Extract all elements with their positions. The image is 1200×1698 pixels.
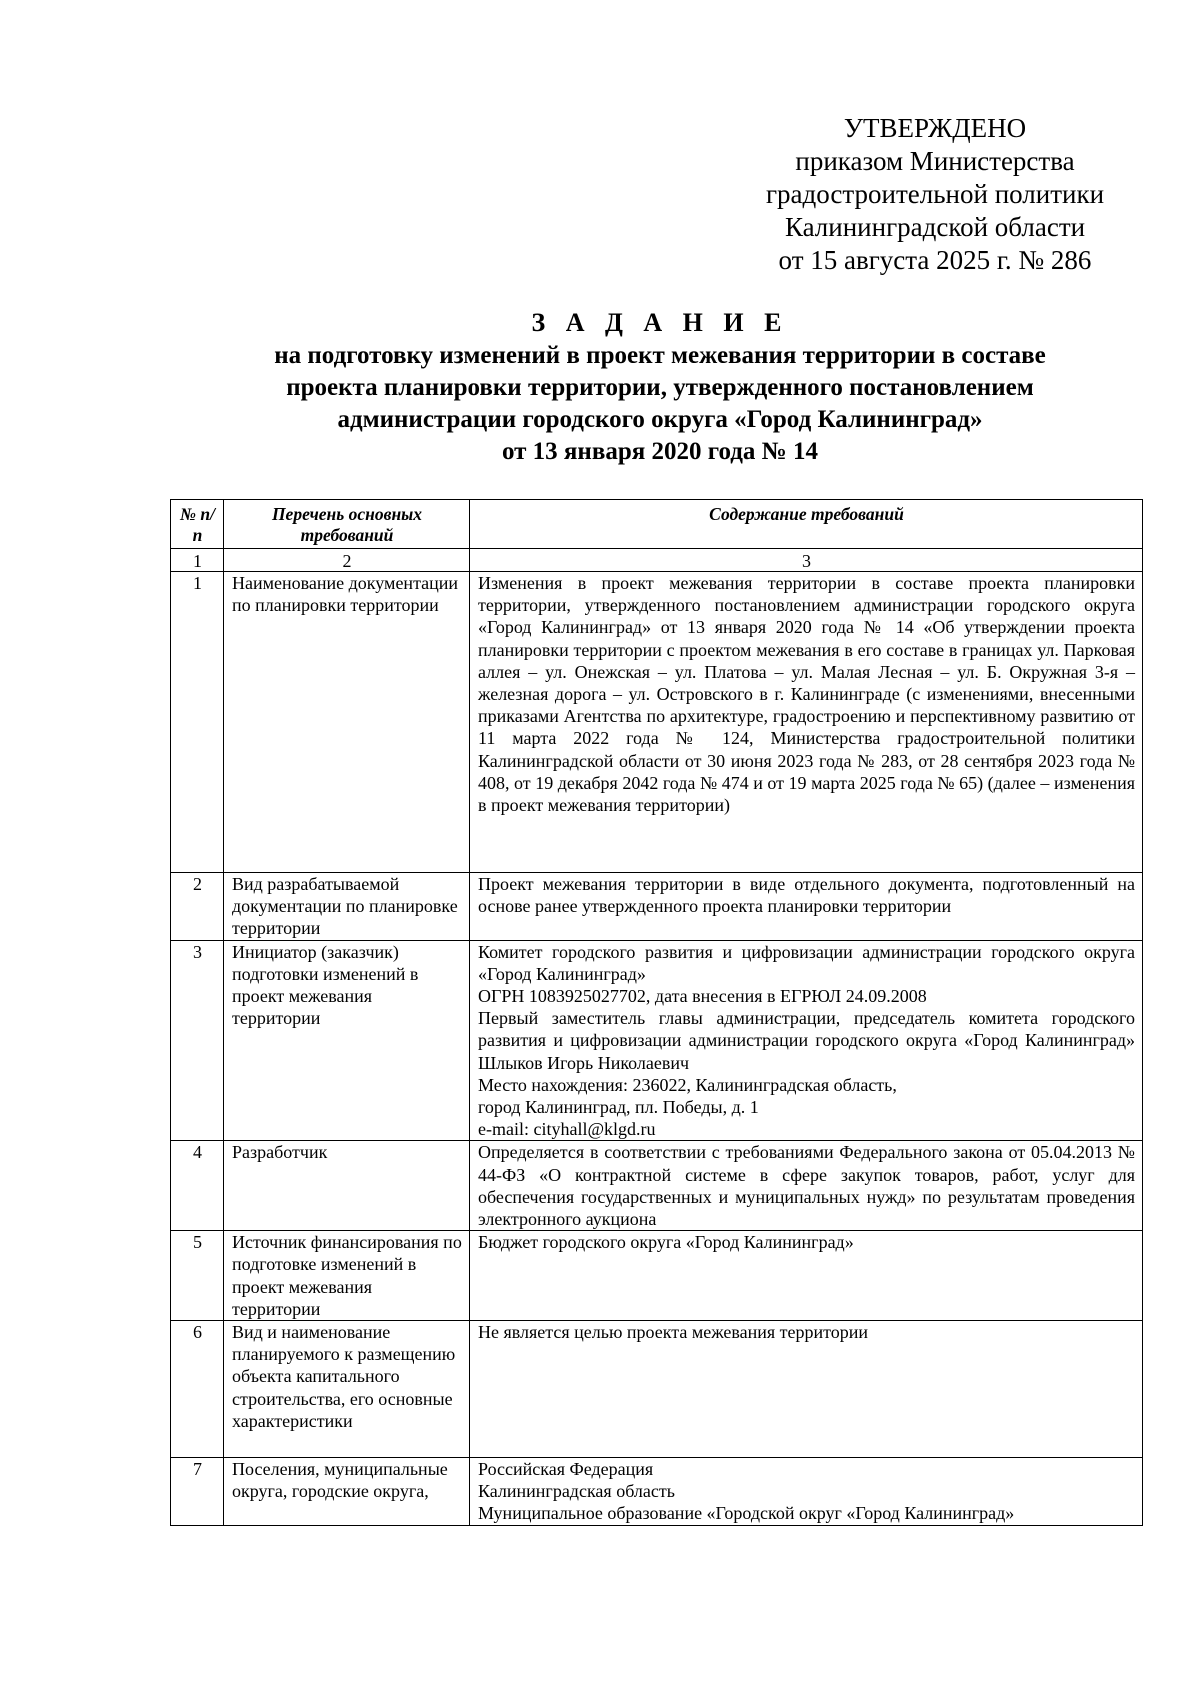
- header-num: № п/п: [171, 500, 224, 549]
- content-email: e-mail: cityhall@klgd.ru: [478, 1119, 656, 1140]
- row-name: Вид и наименование планируемого к размещению объекта капитального строительства, его основные характеристики: [224, 1321, 470, 1458]
- column-number: 3: [470, 549, 1143, 572]
- row-num: 5: [171, 1231, 224, 1321]
- title-heading: З А Д А Н И Е: [531, 308, 789, 337]
- row-num: 1: [171, 572, 224, 873]
- column-number: 2: [224, 549, 470, 572]
- table-row: [171, 572, 1143, 873]
- row-num: 6: [171, 1321, 224, 1458]
- row-content: Изменения в проект межевания территории в составе проекта планировки территории, утвержденного постановлением администрации городского округа «Город Калининград» от 13 января 2020 года № 14 «Об утверждении проекта планировки территории с проектом межевания в его составе в границах ул. Парковая аллея – ул. Онежская – ул. Платова – ул. Малая Лесная – ул. Б. Окружная 3-я – железная дорога – ул. Островского в г. Калининграде (с изменениями, внесенными приказами Агентства по архитектуре, градостроению и перспективному развитию от 11 марта 2022 года № 124, Министерства градостроительной политики Калининградской области от 30 июня 2023 года № 283, от 28 сентября 2023 года № 408, от 19 декабря 2042 года № 474 и от 19 марта 2025 года № 65) (далее – изменения в проект межевания территории): [470, 572, 1143, 873]
- table-row: [171, 1231, 1143, 1321]
- title-line: администрации городского округа «Город Калининград»: [337, 406, 983, 433]
- approval-line: от 15 августа 2025 г. № 286: [778, 245, 1092, 275]
- approval-line: УТВЕРЖДЕНО: [843, 113, 1027, 143]
- row-name: Разработчик: [224, 1141, 470, 1231]
- row-num: 2: [171, 873, 224, 941]
- row-name: Наименование документации по планировки территории: [224, 572, 470, 873]
- content-line: город Калининград, пл. Победы, д. 1: [478, 1097, 759, 1118]
- table-header-row: [171, 500, 1143, 549]
- row-name: Источник финансирования по подготовке изменений в проект межевания территории: [224, 1231, 470, 1321]
- table-row: [171, 1458, 1143, 1526]
- title-line: от 13 января 2020 года № 14: [501, 438, 819, 465]
- header-name: Перечень основных требований: [224, 500, 470, 549]
- row-num: 3: [171, 940, 224, 1141]
- requirements-table: [170, 499, 1143, 1526]
- row-name: Инициатор (заказчик) подготовки изменений в проект межевания территории: [224, 940, 470, 1141]
- content-line: Комитет городского развития и цифровизации администрации городского округа «Город Калининград»: [478, 941, 1135, 984]
- content-line: ОГРН 1083925027702, дата внесения в ЕГРЮЛ 24.09.2008: [478, 986, 927, 1007]
- row-content: [470, 940, 1143, 1141]
- column-numbers-row: [171, 549, 1143, 572]
- title-line: проекта планировки территории, утвержденного постановлением: [286, 374, 1034, 401]
- table-row: [171, 1141, 1143, 1231]
- approval-stamp: [700, 112, 1170, 277]
- content-line: Первый заместитель главы администрации, председатель комитета городского развития и цифровизации администрации городского округа «Город Калининград» Шлыков Игорь Николаевич: [478, 1008, 1135, 1073]
- content-line: Калининградская область: [478, 1481, 675, 1502]
- row-num: 7: [171, 1458, 224, 1526]
- table-row: [171, 940, 1143, 1141]
- approval-line: приказом Министерства: [795, 146, 1075, 176]
- row-content: Не является целью проекта межевания территории: [470, 1321, 1143, 1458]
- row-name: Поселения, муниципальные округа, городские округа,: [224, 1458, 470, 1526]
- document-title: [120, 307, 1200, 468]
- title-line: на подготовку изменений в проект межевания территории в составе: [274, 342, 1046, 369]
- row-num: 4: [171, 1141, 224, 1231]
- row-content: Определяется в соответствии с требованиями Федерального закона от 05.04.2013 № 44-ФЗ «О контрактной системе в сфере закупок товаров, работ, услуг для обеспечения государственных и муниципальных нужд» по результатам проведения электронного аукциона: [470, 1141, 1143, 1231]
- content-line: Место нахождения: 236022, Калининградская область,: [478, 1074, 897, 1095]
- row-content: Проект межевания территории в виде отдельного документа, подготовленный на основе ранее утвержденного проекта планировки территории: [470, 873, 1143, 941]
- content-line: Муниципальное образование «Городской округ «Город Калининград»: [478, 1503, 1015, 1524]
- column-number: 1: [171, 549, 224, 572]
- row-content: [470, 1458, 1143, 1526]
- approval-line: Калининградской области: [784, 212, 1086, 242]
- table-row: [171, 1321, 1143, 1458]
- row-content: Бюджет городского округа «Город Калининград»: [470, 1231, 1143, 1321]
- content-line: Российская Федерация: [478, 1459, 654, 1480]
- approval-line: градостроительной политики: [765, 179, 1105, 209]
- table-row: [171, 873, 1143, 941]
- header-content: Содержание требований: [470, 500, 1143, 549]
- row-name: Вид разрабатываемой документации по планировке территории: [224, 873, 470, 941]
